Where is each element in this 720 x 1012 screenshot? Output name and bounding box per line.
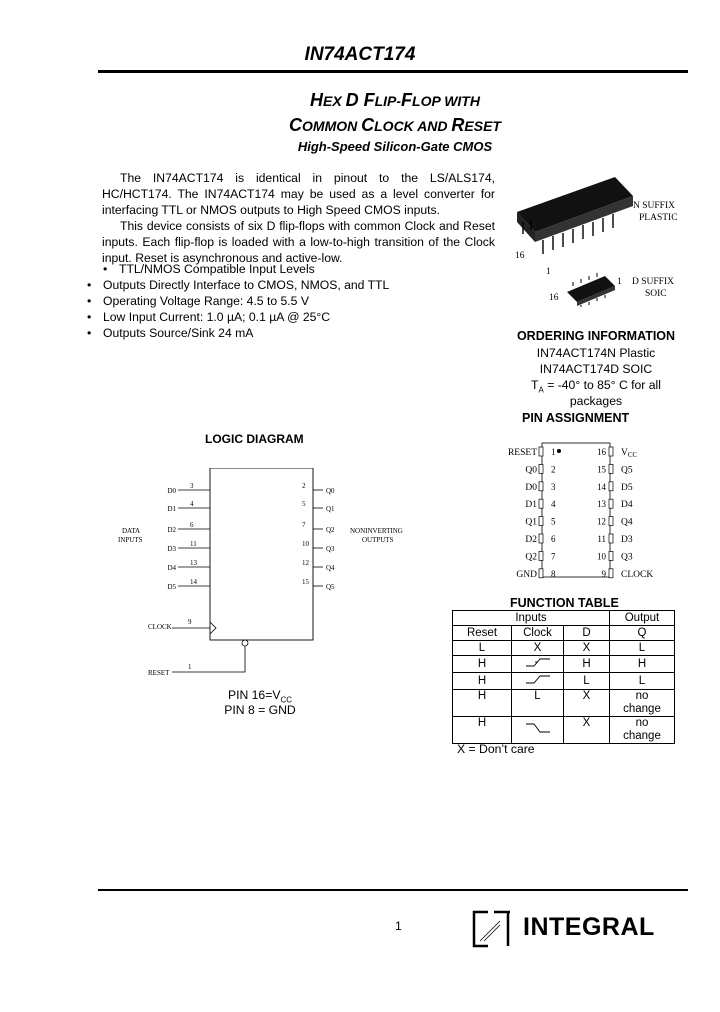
- function-table-title: FUNCTION TABLE: [510, 596, 619, 610]
- col-reset-header: Reset: [453, 626, 512, 641]
- n-suffix-label: N SUFFIX: [633, 201, 675, 211]
- table-row: [453, 690, 675, 717]
- reset-bubble: [242, 640, 248, 646]
- brand-name: INTEGRAL: [523, 913, 655, 941]
- pin-number-right: 12: [597, 516, 606, 527]
- data-inputs-label-1: DATA: [122, 527, 141, 535]
- pin-stub: [609, 534, 613, 543]
- soic-pin16-label: 16: [549, 293, 559, 303]
- cell-q: no change: [610, 690, 675, 717]
- pin-name-left: RESET: [507, 448, 537, 458]
- pin8-note: PIN 8 = GND: [224, 703, 296, 717]
- cell-d: X: [564, 690, 610, 717]
- integral-logo-icon: [470, 909, 516, 949]
- pin-stub: [539, 482, 543, 491]
- pin-stub: [609, 482, 613, 491]
- input-pin: 3: [190, 482, 194, 490]
- table-row: [453, 656, 675, 673]
- pin1-marker: [557, 449, 561, 453]
- ordering-temp-range: $T_A = -40^\circ$ to 85° C for all: [531, 378, 661, 395]
- output-pin: 12: [302, 559, 309, 567]
- input-pin: 6: [190, 521, 194, 529]
- cell-d: L: [564, 673, 610, 690]
- cell-clock: L: [512, 690, 564, 717]
- header-part-number: IN74ACT174: [304, 44, 416, 65]
- pin-number-left: 6: [551, 534, 556, 544]
- pin-stub: [539, 464, 543, 473]
- pin-name-left: Q2: [525, 552, 537, 563]
- pin-number-right: 13: [597, 499, 606, 510]
- subtitle: High-Speed Silicon-Gate CMOS: [297, 139, 493, 154]
- function-table: [452, 610, 675, 744]
- input-pin: 14: [190, 578, 197, 586]
- pin-name-right: CLOCK: [621, 569, 654, 580]
- cell-clock: X: [512, 641, 564, 656]
- cell-clock-rising-edge-icon: [512, 673, 564, 690]
- cell-clock-rising-edge-icon: [512, 656, 564, 673]
- pin-number-right: 16: [597, 447, 606, 457]
- pin-stub: [609, 499, 613, 508]
- table-row: [453, 641, 675, 656]
- logic-diagram-title: LOGIC DIAGRAM: [205, 432, 304, 446]
- input-name: D4: [167, 564, 176, 572]
- pin-number-left: 1: [551, 447, 556, 457]
- feature-item: • Outputs Directly Interface to CMOS, NMOS, and TTL: [87, 278, 390, 293]
- pin-name-left: GND: [516, 569, 537, 580]
- footer-rule: [98, 889, 688, 891]
- pin-name-right: Q4: [621, 517, 633, 528]
- function-table-note: X = Don’t care: [457, 742, 535, 756]
- col-clock-header: Clock: [512, 626, 564, 641]
- pin-name-right: D5: [621, 482, 633, 493]
- cell-q: H: [610, 656, 675, 673]
- cell-q: L: [610, 673, 675, 690]
- data-inputs-label-2: INPUTS: [118, 536, 143, 544]
- description-para-2: This device consists of six D flip-flops with common Clock and Reset inputs. Each flip-flop is loaded with a low-to-high transition of the Clock input. Reset is asynchronous and active-low.: [102, 219, 495, 266]
- soic-package-image: [567, 273, 615, 307]
- title-line-2: COMMON CLOCK AND RESET: [289, 115, 501, 135]
- ordering-line-4: packages: [569, 394, 623, 408]
- pin-name-left: D0: [525, 482, 537, 493]
- input-name: D2: [167, 526, 176, 534]
- cell-d: X: [564, 717, 610, 744]
- pin-stub: [609, 517, 613, 526]
- feature-item: • Outputs Source/Sink 24 mA: [87, 326, 254, 341]
- output-pin: 10: [302, 540, 309, 548]
- description: [102, 170, 495, 267]
- output-pin: 2: [302, 482, 306, 490]
- feature-list: [87, 261, 507, 341]
- outputs-label-1: NONINVERTING: [350, 527, 403, 535]
- cell-d: H: [564, 656, 610, 673]
- soic-pin1-label: 1: [617, 277, 622, 287]
- cell-q: L: [610, 641, 675, 656]
- clock-label: CLOCK: [148, 623, 172, 631]
- ordering-title: ORDERING INFORMATION: [516, 329, 676, 343]
- cell-reset: H: [453, 656, 512, 673]
- cell-d: X: [564, 641, 610, 656]
- input-pin: 13: [190, 559, 197, 567]
- pin-name-right: $V_{CC}$: [621, 448, 638, 459]
- dip-pin16-label: 16: [515, 251, 525, 261]
- pin-number-right: 9: [601, 568, 606, 579]
- pin-number-right: 11: [597, 534, 606, 544]
- d-suffix-label: D SUFFIX: [632, 277, 674, 287]
- pin-stub: [609, 569, 613, 578]
- cell-reset: H: [453, 717, 512, 744]
- pin-name-right: D4: [621, 500, 633, 511]
- pin-stub: [539, 569, 543, 578]
- pin-number-right: 15: [597, 464, 606, 475]
- input-name: D0: [167, 487, 176, 495]
- flip-flop-block: [210, 468, 313, 640]
- output-pin: 7: [302, 521, 306, 529]
- output-name: Q5: [326, 583, 335, 591]
- cell-q: no change: [610, 717, 675, 744]
- pin-number-left: 4: [551, 499, 556, 510]
- pin-assignment-title: PIN ASSIGNMENT: [522, 411, 630, 425]
- pin-name-right: Q3: [621, 552, 633, 563]
- logic-diagram: [110, 468, 410, 683]
- col-q-header: Q: [610, 626, 675, 641]
- output-name: Q3: [326, 545, 335, 553]
- cell-reset: H: [453, 673, 512, 690]
- reset-label: RESET: [148, 669, 170, 677]
- pin-name-right: D3: [621, 535, 633, 545]
- cell-reset: H: [453, 690, 512, 717]
- output-name: Q2: [326, 526, 335, 534]
- clock-pin: 9: [188, 618, 192, 626]
- pin-stub: [539, 499, 543, 508]
- header-rule: [98, 70, 688, 73]
- reset-line: [172, 646, 245, 672]
- feature-item: • Operating Voltage Range: 4.5 to 5.5 V: [87, 294, 309, 309]
- pin-stub: [609, 464, 613, 473]
- pin-name-left: D1: [525, 500, 537, 511]
- n-type-label: PLASTIC: [639, 213, 678, 223]
- pin-stub: [539, 551, 543, 560]
- pin-stub: [539, 447, 543, 456]
- col-d-header: D: [564, 626, 610, 641]
- table-row: [453, 673, 675, 690]
- dip-pin1-label: 1: [546, 267, 551, 277]
- output-name: Q0: [326, 487, 335, 495]
- pin-stub: [609, 551, 613, 560]
- output-pin: 5: [302, 500, 306, 508]
- output-name: Q1: [326, 505, 335, 513]
- pin-number-left: 5: [551, 516, 556, 527]
- input-name: D3: [167, 545, 176, 553]
- package-illustration: [505, 172, 695, 307]
- pin-number-right: 10: [597, 551, 606, 562]
- feature-item: • TTL/NMOS Compatible Input Levels: [103, 262, 315, 276]
- dip-package-image: [517, 177, 633, 254]
- page-number: 1: [395, 919, 402, 933]
- cell-reset: L: [453, 641, 512, 656]
- pin-stub: [539, 517, 543, 526]
- input-name: D1: [167, 505, 176, 513]
- d-type-label: SOIC: [645, 289, 667, 299]
- pin-number-left: 3: [551, 481, 556, 492]
- pin-number-left: 2: [551, 464, 556, 475]
- pin-name-left: Q1: [525, 517, 537, 528]
- pin-number-left: 7: [551, 551, 556, 562]
- table-row: [453, 717, 675, 744]
- pin-name-left: Q0: [525, 465, 537, 476]
- pin16-note: PIN $16=V_{CC}$: [227, 688, 293, 705]
- ordering-line-2: IN74ACT174D SOIC: [539, 362, 653, 376]
- pin-name-right: Q5: [621, 465, 633, 476]
- output-header: Output: [610, 611, 675, 626]
- pin-number-right: 14: [597, 481, 606, 492]
- cell-clock-falling-edge-icon: [512, 717, 564, 744]
- pin-stub: [539, 534, 543, 543]
- pin-assignment-diagram: [500, 440, 680, 580]
- title-line-1: HEX D FLIP-FLOP WITH: [310, 90, 480, 110]
- clock-triangle: [210, 622, 216, 634]
- inputs-header: Inputs: [453, 611, 610, 626]
- input-pin: 11: [190, 540, 197, 548]
- output-name: Q4: [326, 564, 335, 572]
- pin-name-left: D2: [525, 535, 537, 545]
- input-name: D5: [167, 583, 176, 591]
- description-para-1: The IN74ACT174 is identical in pinout to the LS/ALS174, HC/HCT174. The IN74ACT174 may be used as a level converter for interfacing TTL or NMOS outputs to High Speed CMOS inputs.: [102, 171, 495, 218]
- output-pin: 15: [302, 578, 309, 586]
- outputs-label-2: OUTPUTS: [362, 536, 394, 544]
- input-pin: 4: [190, 500, 194, 508]
- ordering-line-1: IN74ACT174N Plastic: [536, 346, 656, 360]
- pin-number-left: 8: [551, 568, 556, 579]
- reset-pin: 1: [188, 663, 192, 671]
- pin-stub: [609, 447, 613, 456]
- feature-item: • Low Input Current: 1.0 µA; 0.1 µA @ 25°C: [87, 310, 331, 325]
